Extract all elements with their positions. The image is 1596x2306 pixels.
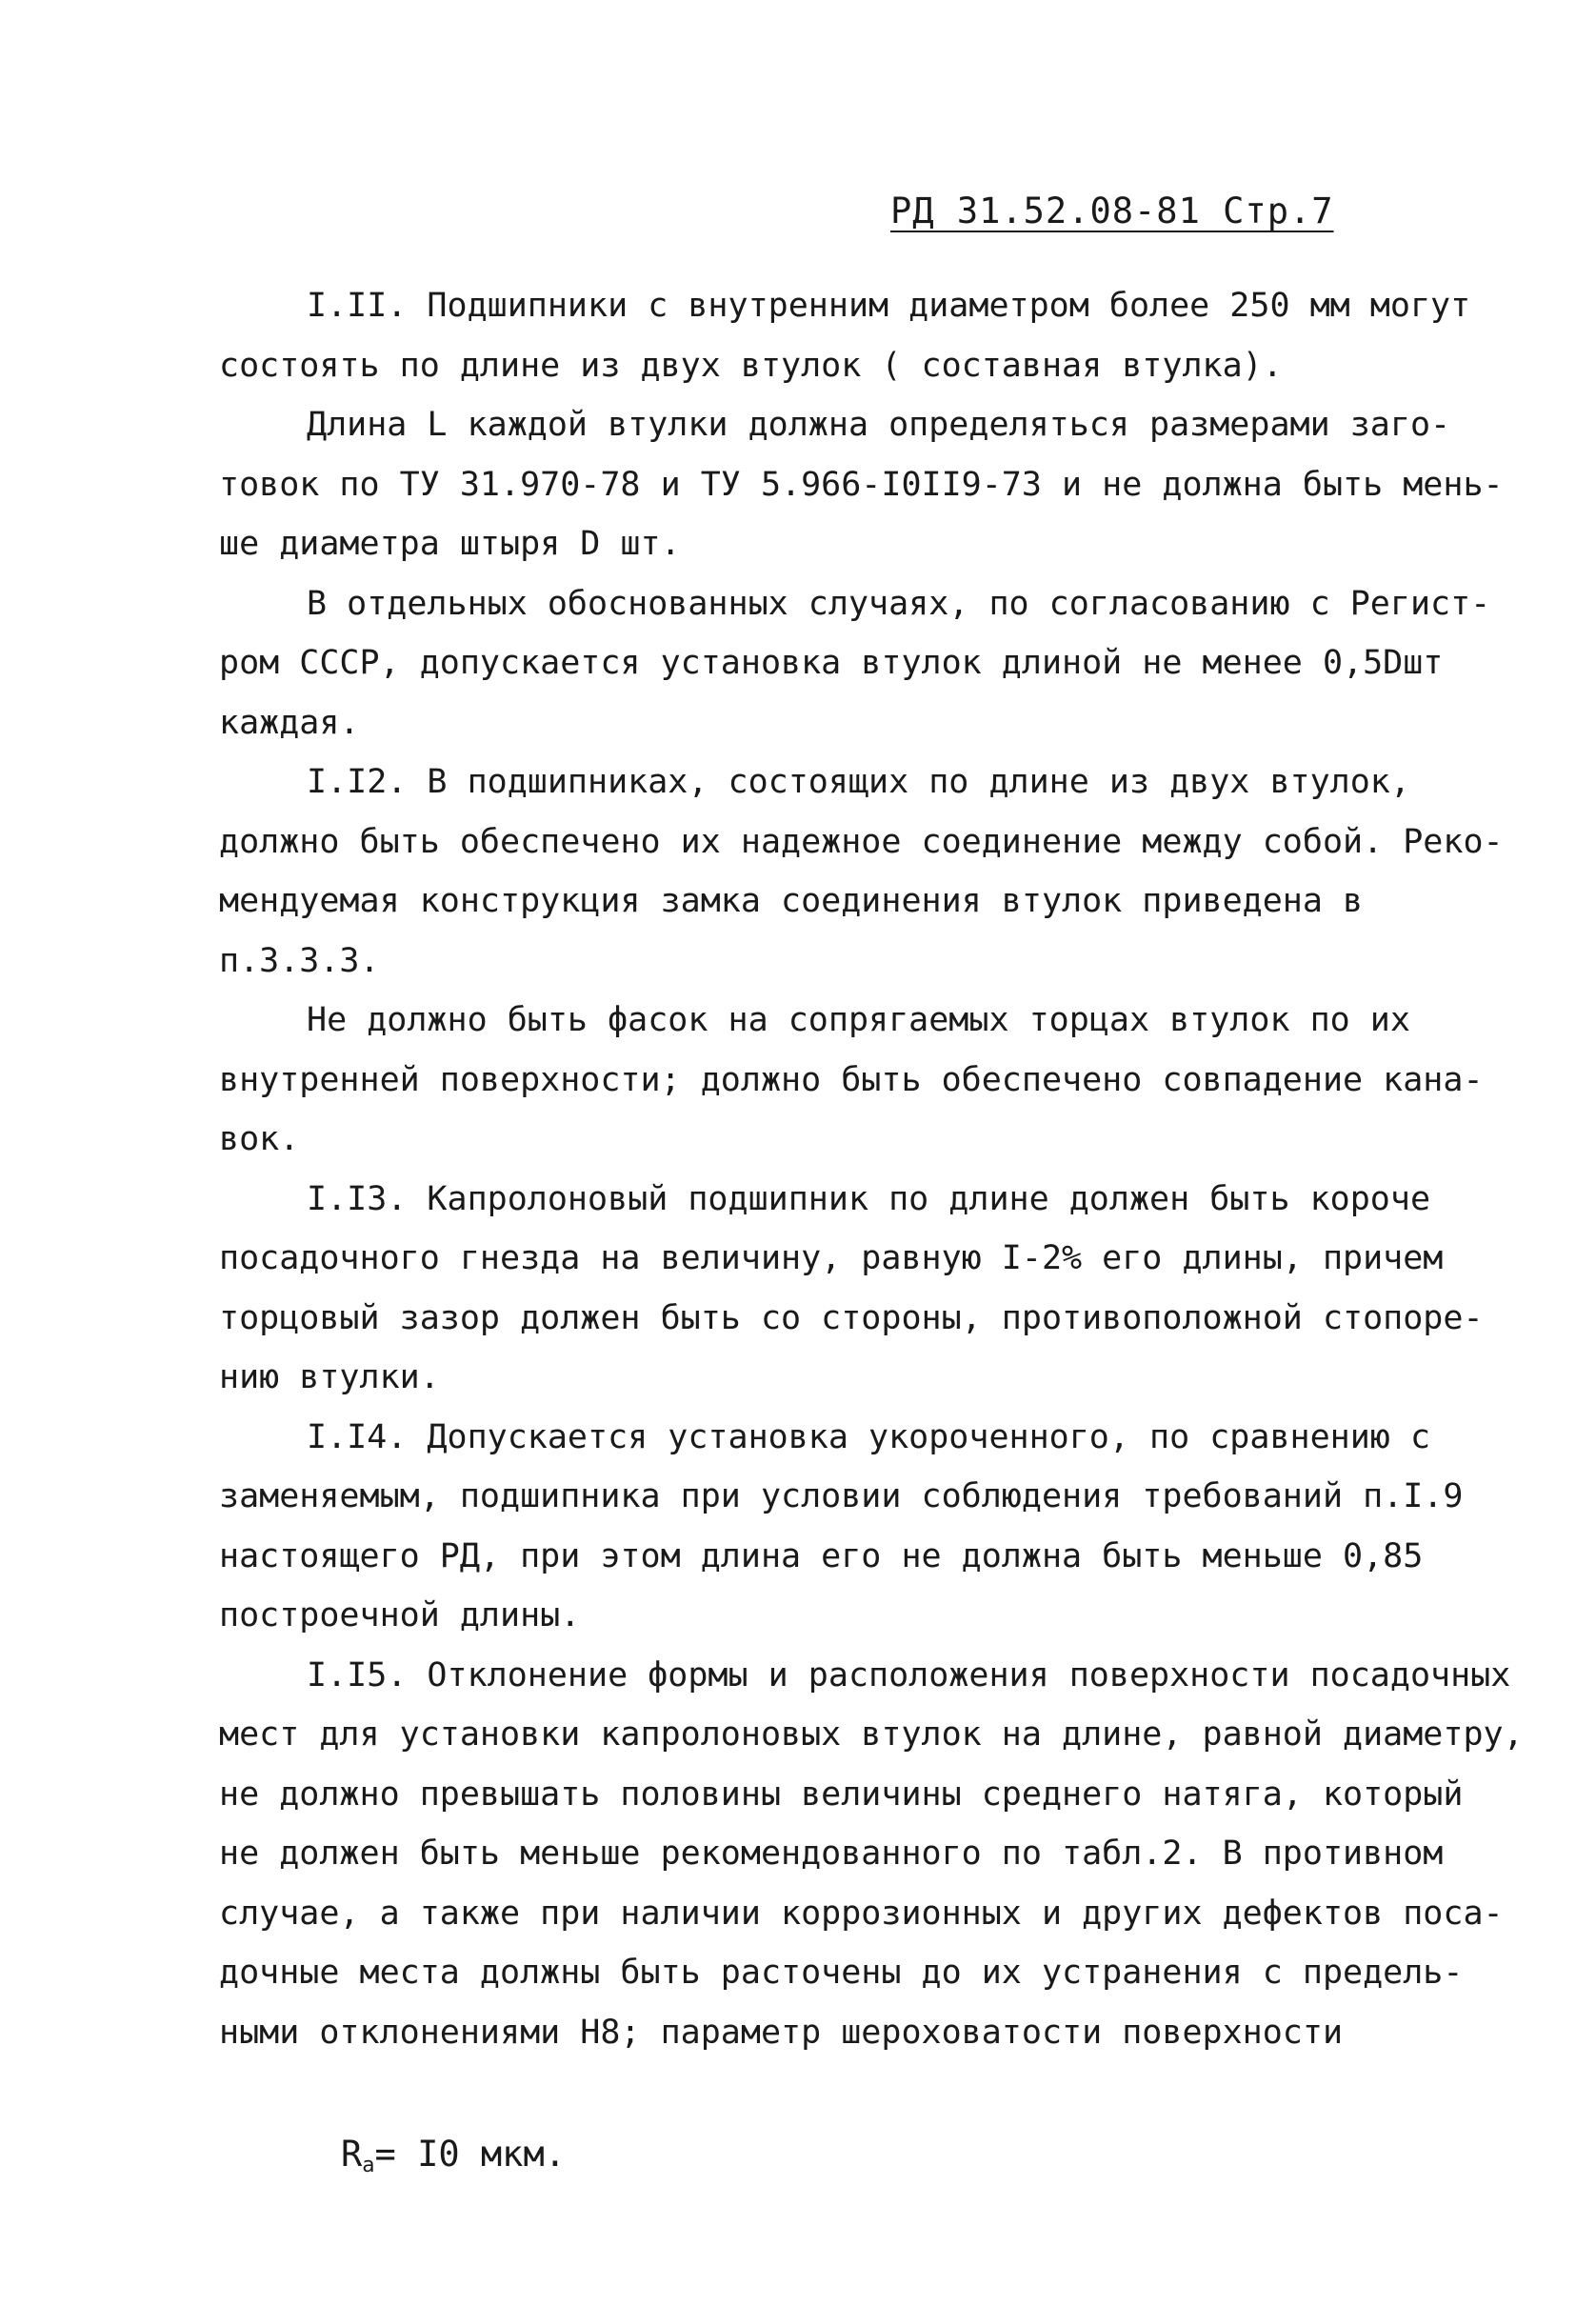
text-line: случае, а также при наличии коррозионных и других дефектов поса- <box>219 1894 1504 1933</box>
text-line: настоящего РД, при этом длина его не должна быть меньше 0,85 <box>219 1536 1424 1575</box>
text-line: должно быть обеспечено их надежное соединение между собой. Реко- <box>219 822 1504 861</box>
text-line: I.II. Подшипники с внутренним диаметром более 250 мм могут <box>307 287 1471 325</box>
text-line: ше диаметра штыря D шт. <box>219 525 681 563</box>
text-line: состоять по длине из двух втулок ( составная втулка). <box>219 346 1283 385</box>
text-line: построечной длины. <box>219 1596 581 1634</box>
text-line: Длина L каждой втулки должна определяться размерами заго- <box>307 406 1451 444</box>
formula-subscript: a <box>362 2154 375 2177</box>
formula-symbol: R <box>341 2134 363 2175</box>
text-line: внутренней поверхности; должно быть обеспечено совпадение кана- <box>219 1060 1484 1099</box>
text-line: каждая. <box>219 703 360 742</box>
text-line: нию втулки. <box>219 1358 440 1396</box>
text-line: дочные места должны быть расточены до их устранения с предель- <box>219 1954 1464 1992</box>
text-line: мендуемая конструкция замка соединения втулок приведена в <box>219 882 1364 920</box>
text-line: ром СССР, допускается установка втулок длиной не менее 0,5Dшт <box>219 644 1444 682</box>
text-line: вок. <box>219 1120 300 1158</box>
text-line: не должно превышать половины величины среднего натяга, который <box>219 1775 1464 1814</box>
text-line: I.I5. Отклонение формы и расположения поверхности посадочных <box>307 1655 1511 1694</box>
text-line: I.I3. Капролоновый подшипник по длине должен быть короче <box>307 1179 1431 1218</box>
text-line: торцовый зазор должен быть со стороны, противоположной стопоре- <box>219 1298 1484 1337</box>
text-line: ными отклонениями H8; параметр шероховатости поверхности <box>219 2013 1344 2052</box>
text-line: мест для установки капролоновых втулок на длине, равной диаметру, <box>219 1715 1524 1754</box>
text-line: не должен быть меньше рекомендованного по табл.2. В противном <box>219 1835 1444 1873</box>
text-line: Не должно быть фасок на сопрягаемых торцах втулок по их <box>307 1001 1410 1039</box>
text-line: I.I4. Допускается установка укороченного, по сравнению с <box>307 1417 1431 1456</box>
text-line: В отдельных обоснованных случаях, по согласованию с Регист- <box>307 584 1491 623</box>
document-body <box>219 276 1524 2062</box>
page-header: РД 31.52.08-81 Стр.7 <box>890 190 1334 231</box>
text-line: товок по ТУ 31.970-78 и ТУ 5.966-I0II9-73 и не должна быть мень- <box>219 465 1504 504</box>
text-line: заменяемым, подшипника при условии соблюдения требований п.I.9 <box>219 1477 1464 1515</box>
text-line: I.I2. В подшипниках, состоящих по длине из двух втулок, <box>307 763 1410 801</box>
formula-value: = I0 мкм. <box>374 2134 567 2175</box>
text-line: посадочного гнезда на величину, равную I-2% его длины, причем <box>219 1239 1444 1277</box>
roughness-formula <box>341 2134 566 2177</box>
text-line: п.3.3.3. <box>219 941 380 980</box>
